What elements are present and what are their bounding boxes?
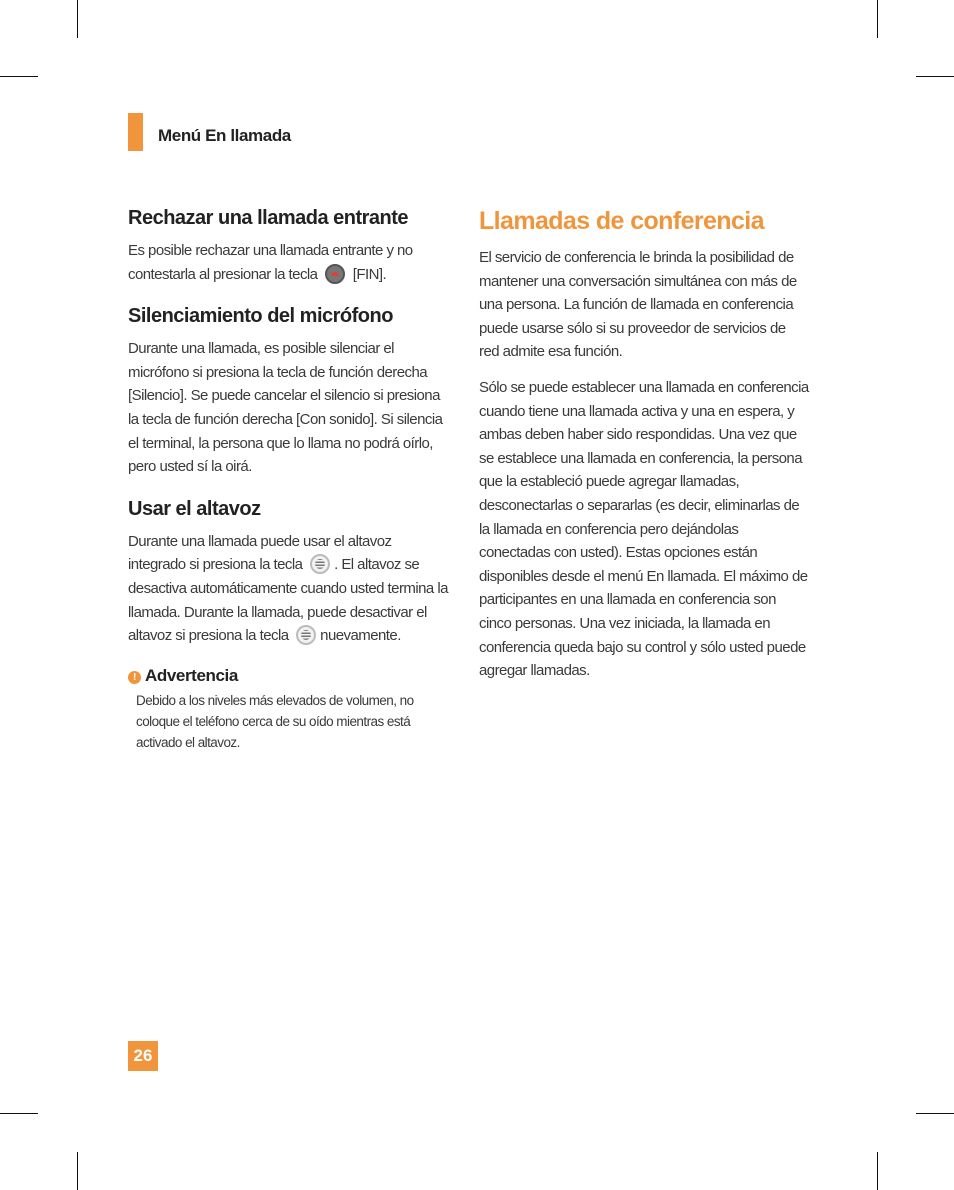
speaker-key-icon-2 bbox=[296, 625, 316, 645]
use-speaker-text-c: nuevamente. bbox=[320, 627, 401, 645]
use-speaker-text-a: Durante una llamada puede usar el altavoz integrado si presiona la tecla bbox=[128, 532, 392, 574]
heading-use-speaker: Usar el altavoz bbox=[128, 497, 261, 520]
use-speaker-text-b: . El altavoz se desactiva automáticamente cuando usted termina la llamada. Durante la llamada, puede desactivar el altavoz si presiona la tecla bbox=[128, 556, 448, 645]
warning-box bbox=[128, 665, 452, 753]
conference-paragraph-1: El servicio de conferencia le brinda la posibilidad de mantener una conversación simultánea con más de una persona. La función de llamada en conferencia puede usarse sólo si su proveedor de servicios de red admite esa función. bbox=[479, 249, 797, 361]
right-column bbox=[479, 204, 809, 683]
heading-conference-calls: Llamadas de conferencia bbox=[479, 207, 764, 235]
end-call-key-icon bbox=[325, 264, 345, 284]
mute-microphone-text: Durante una llamada, es posible silenciar el micrófono si presiona la tecla de función derecha [Silencio]. Se puede cancelar el silencio si presiona la tecla de función derecha [Con sonido]. Si silencia el terminal, la persona que lo llama no podrá oírlo, pero usted sí la oirá. bbox=[128, 340, 443, 476]
crop-mark-bottom-left-h bbox=[0, 1113, 38, 1114]
crop-mark-bottom-right-h bbox=[916, 1113, 954, 1114]
reject-call-text bbox=[128, 239, 452, 286]
left-column bbox=[128, 204, 452, 753]
crop-mark-bottom-right-v bbox=[877, 1152, 878, 1190]
warning-icon: ! bbox=[128, 671, 141, 684]
warning-title: Advertencia bbox=[145, 665, 238, 685]
header-accent-bar bbox=[128, 113, 143, 151]
crop-mark-top-left-v bbox=[77, 0, 78, 38]
conference-paragraph-2: Sólo se puede establecer una llamada en conferencia cuando tiene una llamada activa y una en espera, y ambas deben haber sido respondidas. Una vez que se establece una llamada en conferencia, la persona que la estableció puede agregar llamadas, desconectarlas o separarlas (es decir, eliminarlas de la llamada en conferencia pero dejándolas conectadas con usted). Estas opciones están disponibles desde el menú En llamada. El máximo de participantes en una llamada en conferencia son cinco personas. Una vez iniciada, la llamada en conferencia queda bajo su control y sólo usted puede agregar llamadas. bbox=[479, 378, 809, 680]
crop-mark-top-right-v bbox=[877, 0, 878, 38]
reject-call-text-b: [FIN]. bbox=[352, 265, 387, 283]
page-number: 26 bbox=[128, 1041, 158, 1071]
crop-mark-bottom-left-v bbox=[77, 1152, 78, 1190]
reject-call-text-a: Es posible rechazar una llamada entrante y no contestarla al presionar la tecla bbox=[128, 242, 413, 283]
use-speaker-text bbox=[128, 530, 452, 648]
heading-mute-microphone: Silenciamiento del micrófono bbox=[128, 305, 393, 328]
warning-title-row bbox=[128, 665, 452, 687]
crop-mark-top-right-h bbox=[916, 76, 954, 77]
heading-reject-call: Rechazar una llamada entrante bbox=[128, 207, 409, 229]
section-title: Menú En llamada bbox=[158, 126, 291, 145]
warning-text: Debido a los niveles más elevados de volumen, no coloque el teléfono cerca de su oído mientras está activado el altavoz. bbox=[136, 692, 414, 750]
speaker-key-icon bbox=[310, 554, 330, 574]
crop-mark-top-left-h bbox=[0, 76, 38, 77]
